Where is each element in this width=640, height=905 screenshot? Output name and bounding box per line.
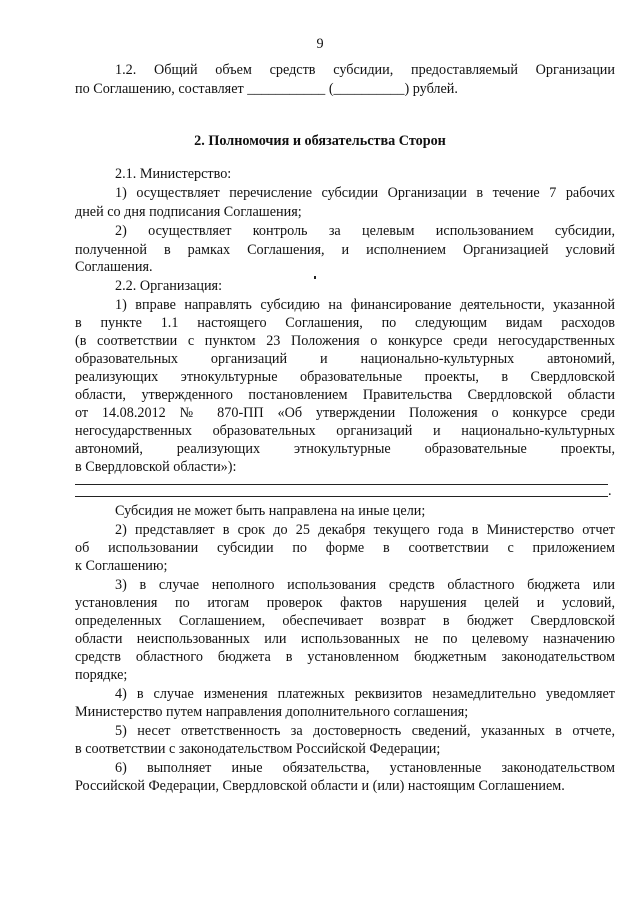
text-line: 2) представляет в срок до 25 декабря текущего года в Министерство отчет bbox=[115, 522, 615, 538]
text-line: Российской Федерации, Свердловской области и (или) настоящим Соглашением. bbox=[75, 778, 565, 794]
text-line: 6) выполняет иные обязательства, установленные законодательством bbox=[115, 760, 615, 776]
fill-in-line-end: . bbox=[608, 483, 612, 499]
text-line: от 14.08.2012 № 870-ПП «Об утверждении Положения о конкурсе среди bbox=[75, 405, 615, 421]
text-line: в Свердловской области»): bbox=[75, 459, 237, 475]
text-line: установления по итогам проверок фактов нарушения целей и условий, bbox=[75, 595, 615, 611]
text-line: (в соответствии с пунктом 23 Положения о конкурсе среди негосударственных bbox=[75, 333, 615, 349]
text-line: образовательных организаций и национально-культурных автономий, bbox=[75, 351, 615, 367]
text-line: 2.2. Организация: bbox=[115, 278, 223, 294]
text-line: по Соглашению, составляет ___________ (__________) рублей. bbox=[75, 81, 458, 97]
text-line: об использовании субсидии по форме в соответствии с приложением bbox=[75, 540, 615, 556]
text-line: автономий, реализующих этнокультурные образовательные проекты, bbox=[75, 441, 615, 457]
text-line: полученной в рамках Соглашения, и исполнением Организацией условий bbox=[75, 242, 615, 258]
text-line: 5) несет ответственность за достоверность сведений, указанных в отчете, bbox=[115, 723, 615, 739]
text-line: 2.1. Министерство: bbox=[115, 166, 232, 182]
text-line: 1.2. Общий объем средств субсидии, предоставляемый Организации bbox=[115, 62, 615, 78]
text-line: 1) вправе направлять субсидию на финансирование деятельности, указанной bbox=[115, 297, 615, 313]
text-line: определенных Соглашением, обеспечивает возврат в бюджет Свердловской bbox=[75, 613, 615, 629]
page-number: 9 bbox=[316, 36, 324, 52]
text-line: Министерство путем направления дополнительного соглашения; bbox=[75, 704, 469, 720]
text-line: 2) осуществляет контроль за целевым использованием субсидии, bbox=[115, 223, 615, 239]
text-line: реализующих этнокультурные образовательные проекты, в Свердловской bbox=[75, 369, 615, 385]
text-line: Субсидия не может быть направлена на иные цели; bbox=[115, 503, 426, 519]
fill-in-line bbox=[75, 496, 608, 497]
text-line: негосударственных образовательных организаций и национально-культурных bbox=[75, 423, 615, 439]
text-line: в соответствии с законодательством Российской Федерации; bbox=[75, 741, 441, 757]
text-line: 1) осуществляет перечисление субсидии Организации в течение 7 рабочих bbox=[115, 185, 615, 201]
text-line: 3) в случае неполного использования средств областного бюджета или bbox=[115, 577, 615, 593]
section-heading: 2. Полномочия и обязательства Сторон bbox=[194, 133, 446, 149]
stray-mark bbox=[314, 276, 316, 279]
text-line: к Соглашению; bbox=[75, 558, 168, 574]
text-line: области неиспользованных или использованных не по целевому назначению bbox=[75, 631, 615, 647]
text-line: порядке; bbox=[75, 667, 128, 683]
text-line: области, утвержденного постановлением Правительства Свердловской области bbox=[75, 387, 615, 403]
text-line: средств областного бюджета в установленном бюджетным законодательством bbox=[75, 649, 615, 665]
text-line: 4) в случае изменения платежных реквизитов незамедлительно уведомляет bbox=[115, 686, 615, 702]
text-line: дней со дня подписания Соглашения; bbox=[75, 204, 302, 220]
fill-in-line bbox=[75, 484, 608, 485]
text-line: в пункте 1.1 настоящего Соглашения, по следующим видам расходов bbox=[75, 315, 615, 331]
text-line: Соглашения. bbox=[75, 259, 153, 275]
